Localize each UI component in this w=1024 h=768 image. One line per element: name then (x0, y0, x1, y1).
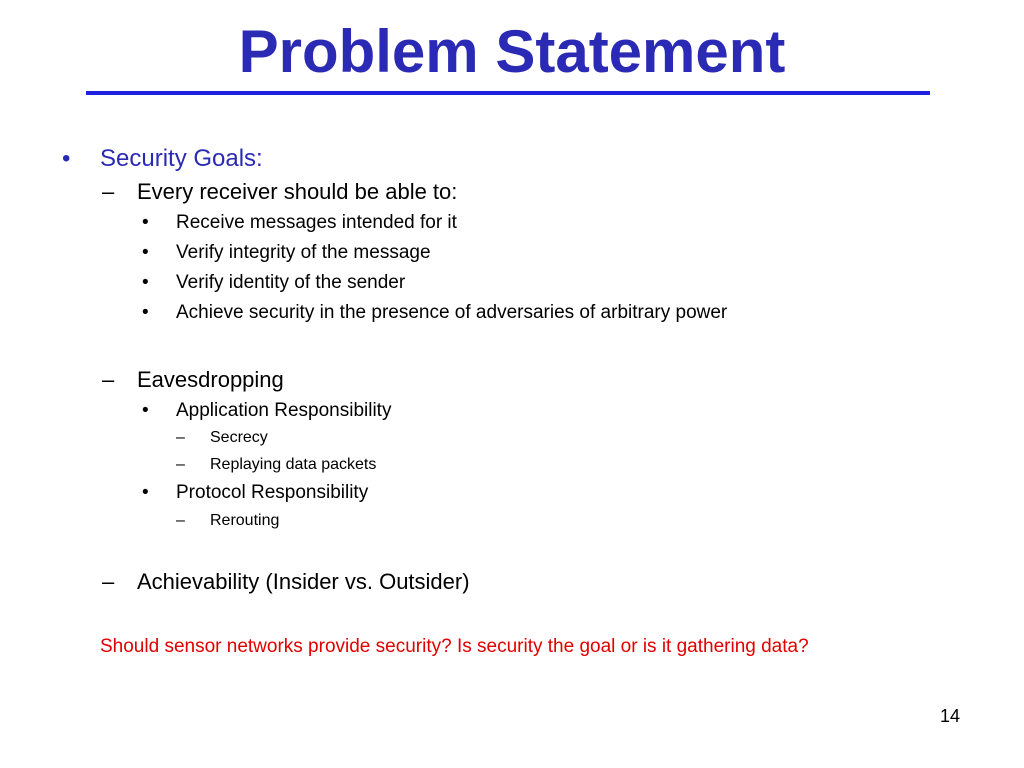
list-item: Rerouting (210, 512, 280, 529)
list-item: Replaying data packets (210, 456, 377, 473)
bullet-marker: • (62, 145, 71, 172)
bullet-marker: • (142, 302, 149, 323)
bullet-marker: • (142, 482, 149, 503)
security-goals-heading: Security Goals: (100, 145, 263, 172)
dash-marker: – (102, 367, 115, 392)
list-item: Protocol Responsibility (176, 482, 369, 503)
page-number: 14 (940, 706, 961, 726)
discussion-question: Should sensor networks provide security? Is security the goal or is it gathering data? (100, 636, 809, 657)
eavesdropping-heading: Eavesdropping (137, 367, 284, 392)
list-item: Application Responsibility (176, 400, 392, 421)
receiver-header: Every receiver should be able to: (137, 179, 458, 204)
bullet-marker: • (142, 400, 149, 421)
dash-marker: – (176, 456, 185, 473)
dash-marker: – (102, 179, 115, 204)
bullet-marker: • (142, 212, 149, 233)
dash-marker: – (176, 512, 185, 529)
title-underline (86, 91, 930, 95)
achievability-heading: Achievability (Insider vs. Outsider) (137, 569, 470, 594)
list-item: Secrecy (210, 429, 268, 446)
dash-marker: – (176, 429, 185, 446)
bullet-marker: • (142, 272, 149, 293)
list-item: Receive messages intended for it (176, 212, 457, 233)
list-item: Verify integrity of the message (176, 242, 431, 263)
bullet-marker: • (142, 242, 149, 263)
slide-title: Problem Statement (238, 18, 786, 85)
list-item: Verify identity of the sender (176, 272, 406, 293)
list-item: Achieve security in the presence of adversaries of arbitrary power (176, 302, 728, 323)
dash-marker: – (102, 569, 115, 594)
